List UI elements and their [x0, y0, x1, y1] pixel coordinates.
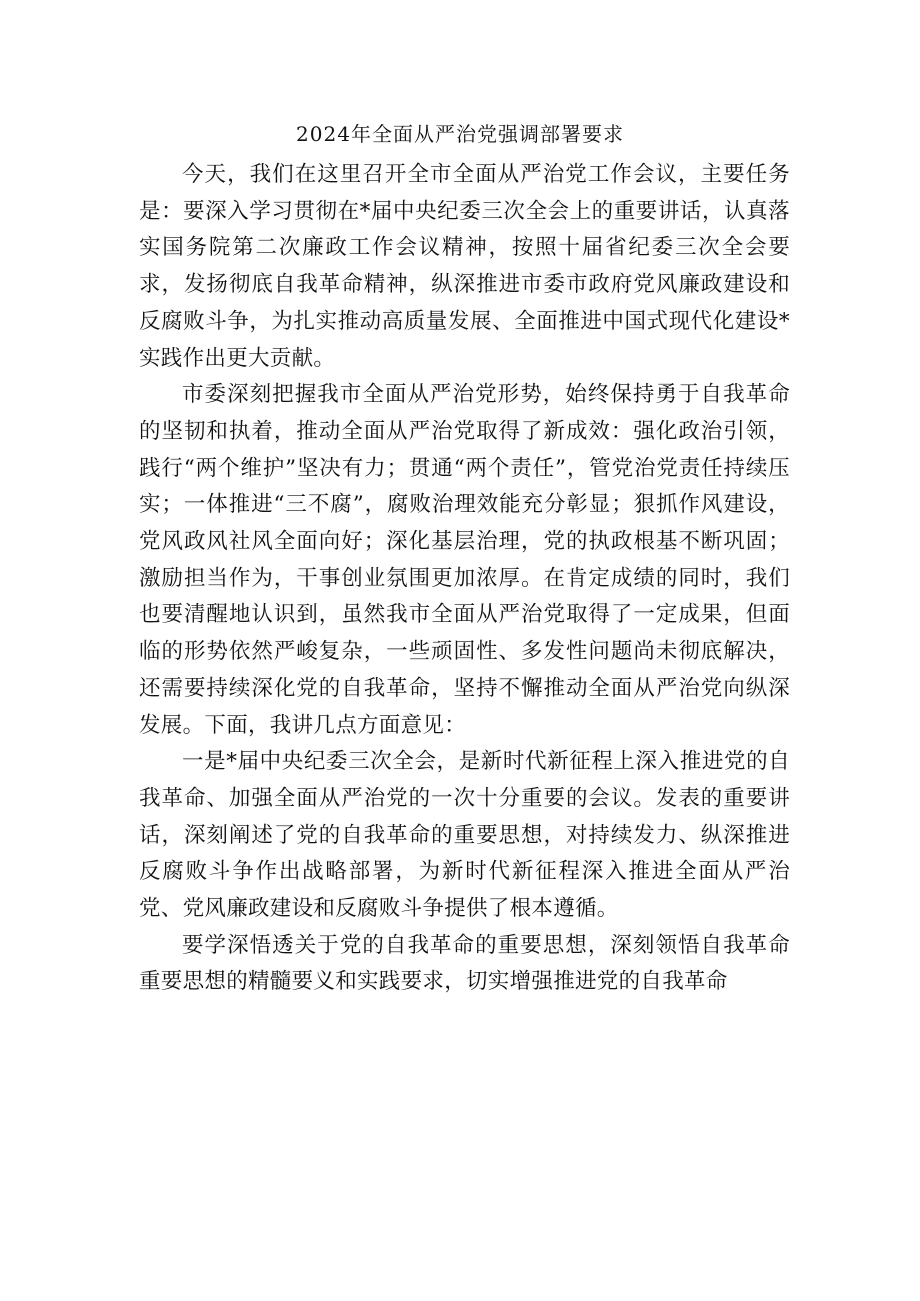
paragraph-4: 要学深悟透关于党的自我革命的重要思想，深刻领悟自我革命重要思想的精髓要义和实践要求，切实增强推进党的自我革命: [139, 932, 790, 995]
paragraph-1: 今天，我们在这里召开全市全面从严治党工作会议，主要任务是：要深入学习贯彻在*届中央纪委三次全会上的重要讲话，认真落实国务院第二次廉政工作会议精神，按照十届省纪委三次全会要求，发扬彻底自我革命精神，纵深推进市委市政府党风廉政建设和反腐败斗争，为扎实推动高质量发展、全面推进中国式现代化建设*实践作出更大贡献。: [139, 162, 790, 371]
paragraph-2: 市委深刻把握我市全面从严治党形势，始终保持勇于自我革命的坚韧和执着，推动全面从严治党取得了新成效：强化政治引领，践行“两个维护”坚决有力；贯通“两个责任”，管党治党责任持续压实；一体推进“三不腐”，腐败治理效能充分彰显；狠抓作风建设，党风政风社风全面向好；深化基层治理，党的执政根基不断巩固；激励担当作为，干事创业氛围更加浓厚。在肯定成绩的同时，我们也要清醒地认识到，虽然我市全面从严治党取得了一定成果，但面临的形势依然严峻复杂，一些顽固性、多发性问题尚未彻底解决，还需要持续深化党的自我革命，坚持不懈推动全面从严治党向纵深发展。下面，我讲几点方面意见：: [139, 382, 790, 738]
document-body: [139, 157, 790, 1001]
paragraph-3: 一是*届中央纪委三次全会，是新时代新征程上深入推进党的自我革命、加强全面从严治党的一次十分重要的会议。发表的重要讲话，深刻阐述了党的自我革命的重要思想，对持续发力、纵深推进反腐败斗争作出战略部署，为新时代新征程深入推进全面从严治党、党风廉政建设和反腐败斗争提供了根本遵循。: [139, 749, 790, 922]
document-title: 2024年全面从严治党强调部署要求: [296, 122, 624, 146]
